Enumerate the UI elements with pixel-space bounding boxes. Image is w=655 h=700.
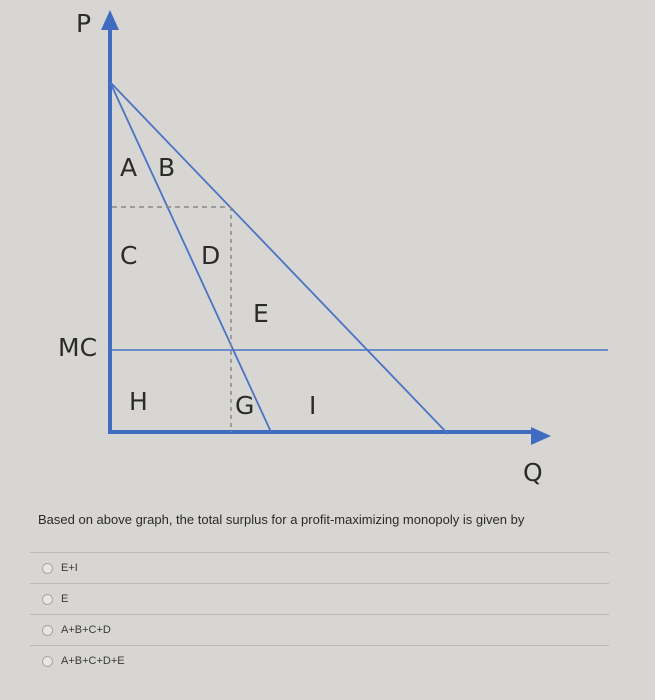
mc-label: MC [58, 333, 98, 362]
option-a-b-c-d-e[interactable] [30, 646, 615, 676]
radio-button[interactable] [42, 594, 53, 605]
region-label-e: E [253, 299, 269, 328]
answer-options [30, 552, 615, 676]
region-label-g: G [235, 391, 255, 420]
region-label-b: B [158, 153, 176, 182]
radio-button[interactable] [42, 563, 53, 574]
region-label-a: A [120, 153, 138, 182]
region-label-c: C [120, 241, 138, 270]
question-text: Based on above graph, the total surplus for a profit-maximizing monopoly is given by [38, 512, 525, 527]
option-e[interactable] [30, 584, 615, 614]
region-label-i: I [309, 391, 317, 420]
option-a-b-c-d[interactable] [30, 615, 615, 645]
axis-label-p: P [76, 9, 92, 38]
axis-label-q: Q [523, 458, 543, 487]
option-label: E [61, 593, 69, 605]
option-label: A+B+C+D [61, 624, 111, 636]
radio-button[interactable] [42, 656, 53, 667]
radio-button[interactable] [42, 625, 53, 636]
y-axis-arrow [101, 10, 119, 30]
demand-curve [110, 82, 448, 434]
region-label-h: H [129, 387, 148, 416]
region-label-d: D [201, 241, 221, 270]
option-label: E+I [61, 562, 78, 574]
option-label: A+B+C+D+E [61, 655, 125, 667]
option-e-plus-i[interactable] [30, 553, 615, 583]
x-axis-arrow [531, 427, 551, 445]
